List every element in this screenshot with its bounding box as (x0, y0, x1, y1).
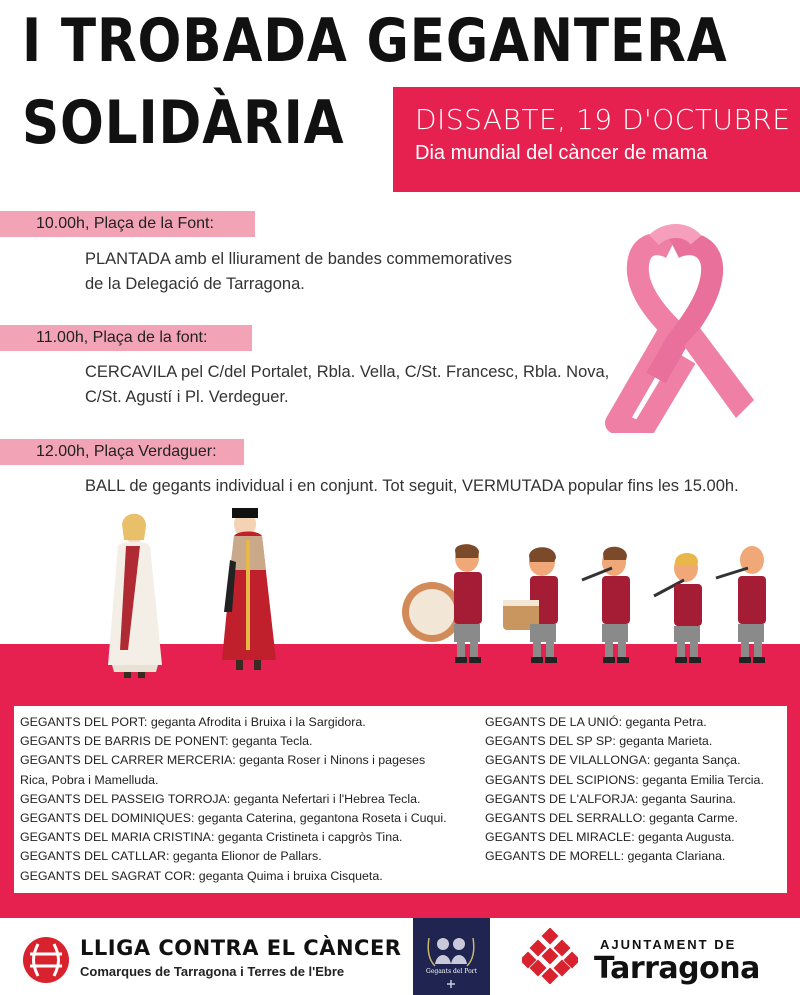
flute-player-figure-1 (582, 547, 630, 663)
date-box (393, 87, 800, 192)
title-line-1: I TROBADA GEGANTERA (22, 6, 728, 76)
group-line: GEGANTS DE VILALLONGA: geganta Sança. (485, 753, 741, 768)
group-line: GEGANTS DEL SERRALLO: geganta Carme. (485, 811, 738, 826)
group-line: GEGANTS DEL CATLLAR: geganta Elionor de Pallars. (20, 849, 322, 864)
drummer-figure (402, 544, 482, 663)
schedule-1-line-2: de la Delegació de Tarragona. (85, 275, 305, 293)
flute-player-figure-2 (654, 553, 702, 663)
giant-red-figure (222, 508, 276, 670)
group-line: GEGANTS DE BARRIS DE PONENT: geganta Tecla. (20, 734, 313, 749)
group-line: GEGANTS DE LA UNIÓ: geganta Petra. (485, 715, 707, 729)
event-date: DISSABTE, 19 D'OCTUBRE (415, 103, 791, 136)
group-line: GEGANTS DEL CARRER MERCERIA: geganta Roser i Ninons i pageses (20, 753, 426, 768)
schedule-tag-3: 12.00h, Plaça Verdaguer: (0, 439, 244, 465)
flute-player-figure-3 (716, 546, 766, 663)
giant-white-figure (108, 514, 162, 678)
gegants-logo-text: Gegants del Port (426, 968, 477, 975)
group-line: GEGANTS DE MORELL: geganta Clariana. (485, 849, 726, 864)
schedule-2-line-1: CERCAVILA pel C/del Portalet, Rbla. Vella, C/St. Francesc, Rbla. Nova, (85, 363, 610, 381)
schedule-description-2 (85, 360, 609, 410)
ajuntament-name: Tarragona (594, 951, 760, 986)
schedule-1-line-1: PLANTADA amb el lliurament de bandes commemoratives (85, 250, 513, 268)
schedule-description-3 (85, 474, 739, 499)
group-line: GEGANTS DEL SAGRAT COR: geganta Quima i bruixa Cisqueta. (20, 868, 383, 883)
group-line: GEGANTS DEL PASSEIG TORROJA: geganta Nefertari i l'Hebrea Tecla. (20, 791, 421, 806)
gegants-del-port-logo (413, 918, 490, 995)
schedule-tag-2: 11.00h, Plaça de la font: (0, 325, 252, 351)
groups-right-column (485, 713, 764, 867)
group-line: GEGANTS DEL MIRACLE: geganta Augusta. (485, 830, 735, 845)
schedule-2-line-2: C/St. Agustí i Pl. Verdeguer. (85, 388, 289, 406)
group-line: GEGANTS DEL SP SP: geganta Marieta. (485, 734, 713, 749)
snare-drummer-figure (503, 547, 558, 663)
schedule-tag-1: 10.00h, Plaça de la Font: (0, 211, 255, 237)
gegants-del-port-emblem-icon (413, 918, 490, 995)
event-subtitle: Dia mundial del càncer de mama (415, 142, 708, 164)
schedule-description-1 (85, 247, 512, 297)
ajuntament-tarragona-logo-icon (522, 928, 578, 984)
group-line: GEGANTS DEL PORT: geganta Afrodita i Bruixa i la Sargidora. (20, 715, 366, 729)
sponsor-footer (0, 918, 800, 995)
title-line-2: SOLIDÀRIA (22, 88, 345, 158)
schedule-3-line-1: BALL de gegants individual i en conjunt. Tot seguit, VERMUTADA popular fins les 15.00h. (85, 477, 739, 495)
lliga-title: LLIGA CONTRA EL CÀNCER (80, 936, 402, 960)
group-line: Rica, Pobra i Mamelluda. (20, 772, 159, 787)
group-line: GEGANTS DE L'ALFORJA: geganta Saurina. (485, 791, 736, 806)
groups-left-column (20, 713, 447, 886)
group-line: GEGANTS DEL SCIPIONS: geganta Emilia Tercia. (485, 772, 764, 787)
giants-and-musicians-illustration (0, 500, 800, 690)
ajuntament-label: AJUNTAMENT DE (600, 937, 737, 952)
group-line: GEGANTS DEL MARIA CRISTINA: geganta Cristineta i capgròs Tina. (20, 830, 403, 845)
lliga-contra-el-cancer-logo-icon (22, 936, 70, 984)
group-line: GEGANTS DEL DOMINIQUES: geganta Caterina, gegantona Roseta i Cuqui. (20, 811, 447, 826)
pink-ribbon-icon (596, 218, 756, 433)
lliga-subtitle: Comarques de Tarragona i Terres de l'Ebre (80, 964, 345, 979)
